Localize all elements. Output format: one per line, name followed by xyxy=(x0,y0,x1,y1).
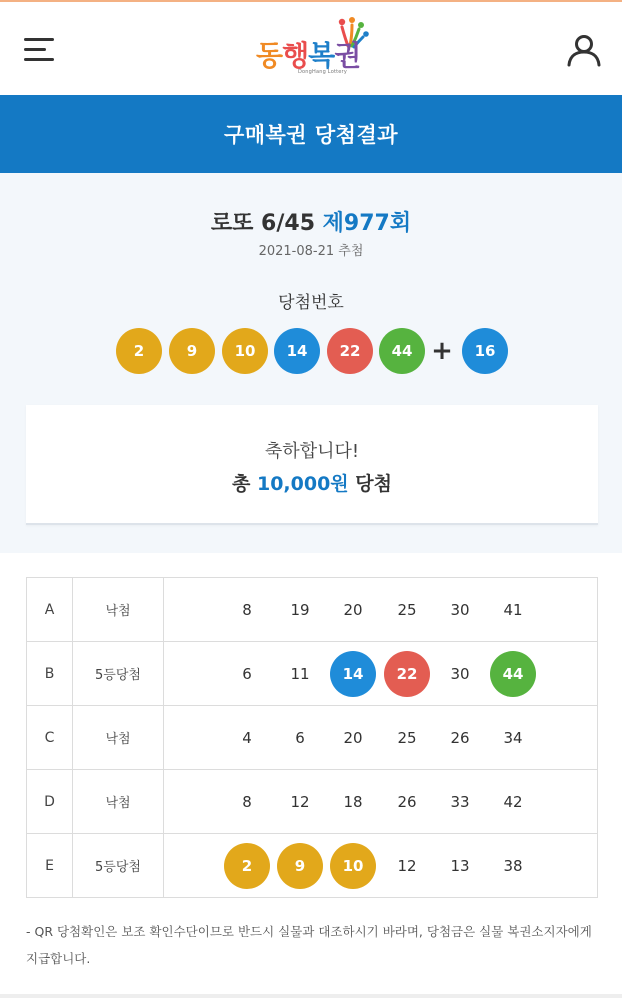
prize-result-card xyxy=(26,405,598,525)
ticket-number: 12 xyxy=(397,857,417,875)
ticket-number: 12 xyxy=(290,793,310,811)
ticket-number: 38 xyxy=(503,857,523,875)
ticket-number: 8 xyxy=(242,601,252,619)
table-row xyxy=(27,578,598,642)
game-result: 낙첨 xyxy=(73,706,164,770)
ticket-number: 34 xyxy=(503,729,523,747)
matched-number-ball: 44 xyxy=(490,651,536,697)
logo-wordmark: 동행복권 xyxy=(256,39,361,72)
game-numbers xyxy=(164,578,598,642)
ticket-number: 6 xyxy=(242,665,252,683)
matched-number-ball: 22 xyxy=(384,651,430,697)
ticket-number: 8 xyxy=(242,793,252,811)
bottom-divider xyxy=(0,994,622,998)
winning-ball: 22 xyxy=(327,328,373,374)
game-letter: A xyxy=(27,578,73,642)
ticket-number: 26 xyxy=(450,729,470,747)
matched-number-ball: 2 xyxy=(224,843,270,889)
table-row xyxy=(27,770,598,834)
ticket-number: 42 xyxy=(503,793,523,811)
table-row xyxy=(27,642,598,706)
ticket-number: 30 xyxy=(450,601,470,619)
ticket-number: 19 xyxy=(290,601,310,619)
ticket-number: 30 xyxy=(450,665,470,683)
game-letter: C xyxy=(27,706,73,770)
table-row xyxy=(27,834,598,898)
ticket-number: 13 xyxy=(450,857,470,875)
draw-date: 2021-08-21 추첨 xyxy=(258,244,364,259)
draw-title xyxy=(0,206,622,237)
ticket-number: 20 xyxy=(343,729,363,747)
game-letter: D xyxy=(27,770,73,834)
matched-number-ball: 10 xyxy=(330,843,376,889)
ticket-number: 18 xyxy=(343,793,363,811)
congrats-message: 축하합니다! xyxy=(264,441,360,462)
bonus-ball: 16 xyxy=(462,328,508,374)
total-prize: 총 10,000원 당첨 xyxy=(232,473,392,495)
ticket-number: 25 xyxy=(397,601,417,619)
table-row xyxy=(27,706,598,770)
matched-number-ball: 14 xyxy=(330,651,376,697)
donghang-lottery-logo[interactable] xyxy=(250,16,375,82)
game-letter: B xyxy=(27,642,73,706)
hamburger-menu-icon[interactable] xyxy=(24,36,56,64)
plus-sign: + xyxy=(431,336,453,366)
winning-ball: 2 xyxy=(116,328,162,374)
game-numbers xyxy=(164,834,598,898)
winning-ball: 10 xyxy=(222,328,268,374)
prize-amount: 10,000원 xyxy=(256,473,349,495)
game-name: 로또 6/45 xyxy=(210,211,315,236)
ticket-number: 11 xyxy=(290,665,310,683)
ticket-number: 6 xyxy=(295,729,305,747)
game-numbers xyxy=(164,770,598,834)
draw-summary xyxy=(0,173,622,553)
game-result: 5등당첨 xyxy=(73,642,164,706)
game-result: 낙첨 xyxy=(73,578,164,642)
user-profile-icon[interactable] xyxy=(566,32,602,68)
qr-notice: - QR 당첨확인은 보조 확인수단이므로 반드시 실물과 대조하시기 바라며, 당첨금은 실물 복권소지자에게 지급합니다. xyxy=(26,924,592,966)
ticket-number: 33 xyxy=(450,793,470,811)
game-numbers xyxy=(164,706,598,770)
ticket-number: 20 xyxy=(343,601,363,619)
matched-number-ball: 9 xyxy=(277,843,323,889)
game-letter: E xyxy=(27,834,73,898)
winning-ball: 9 xyxy=(169,328,215,374)
logo-subtext: DongHang Lottery xyxy=(298,69,347,75)
ticket-number: 4 xyxy=(242,729,252,747)
game-result: 낙첨 xyxy=(73,770,164,834)
draw-round: 제977회 xyxy=(322,211,412,236)
winning-numbers-label: 당첨번호 xyxy=(278,293,344,313)
page-banner xyxy=(0,95,622,173)
ticket-number: 26 xyxy=(397,793,417,811)
game-result: 5등당첨 xyxy=(73,834,164,898)
winning-ball: 44 xyxy=(379,328,425,374)
ticket-number: 25 xyxy=(397,729,417,747)
ticket-games-table xyxy=(26,577,598,898)
winning-ball: 14 xyxy=(274,328,320,374)
game-numbers xyxy=(164,642,598,706)
page-title: 구매복권 당첨결과 xyxy=(223,123,399,147)
ticket-number: 41 xyxy=(503,601,523,619)
app-header xyxy=(0,2,622,95)
